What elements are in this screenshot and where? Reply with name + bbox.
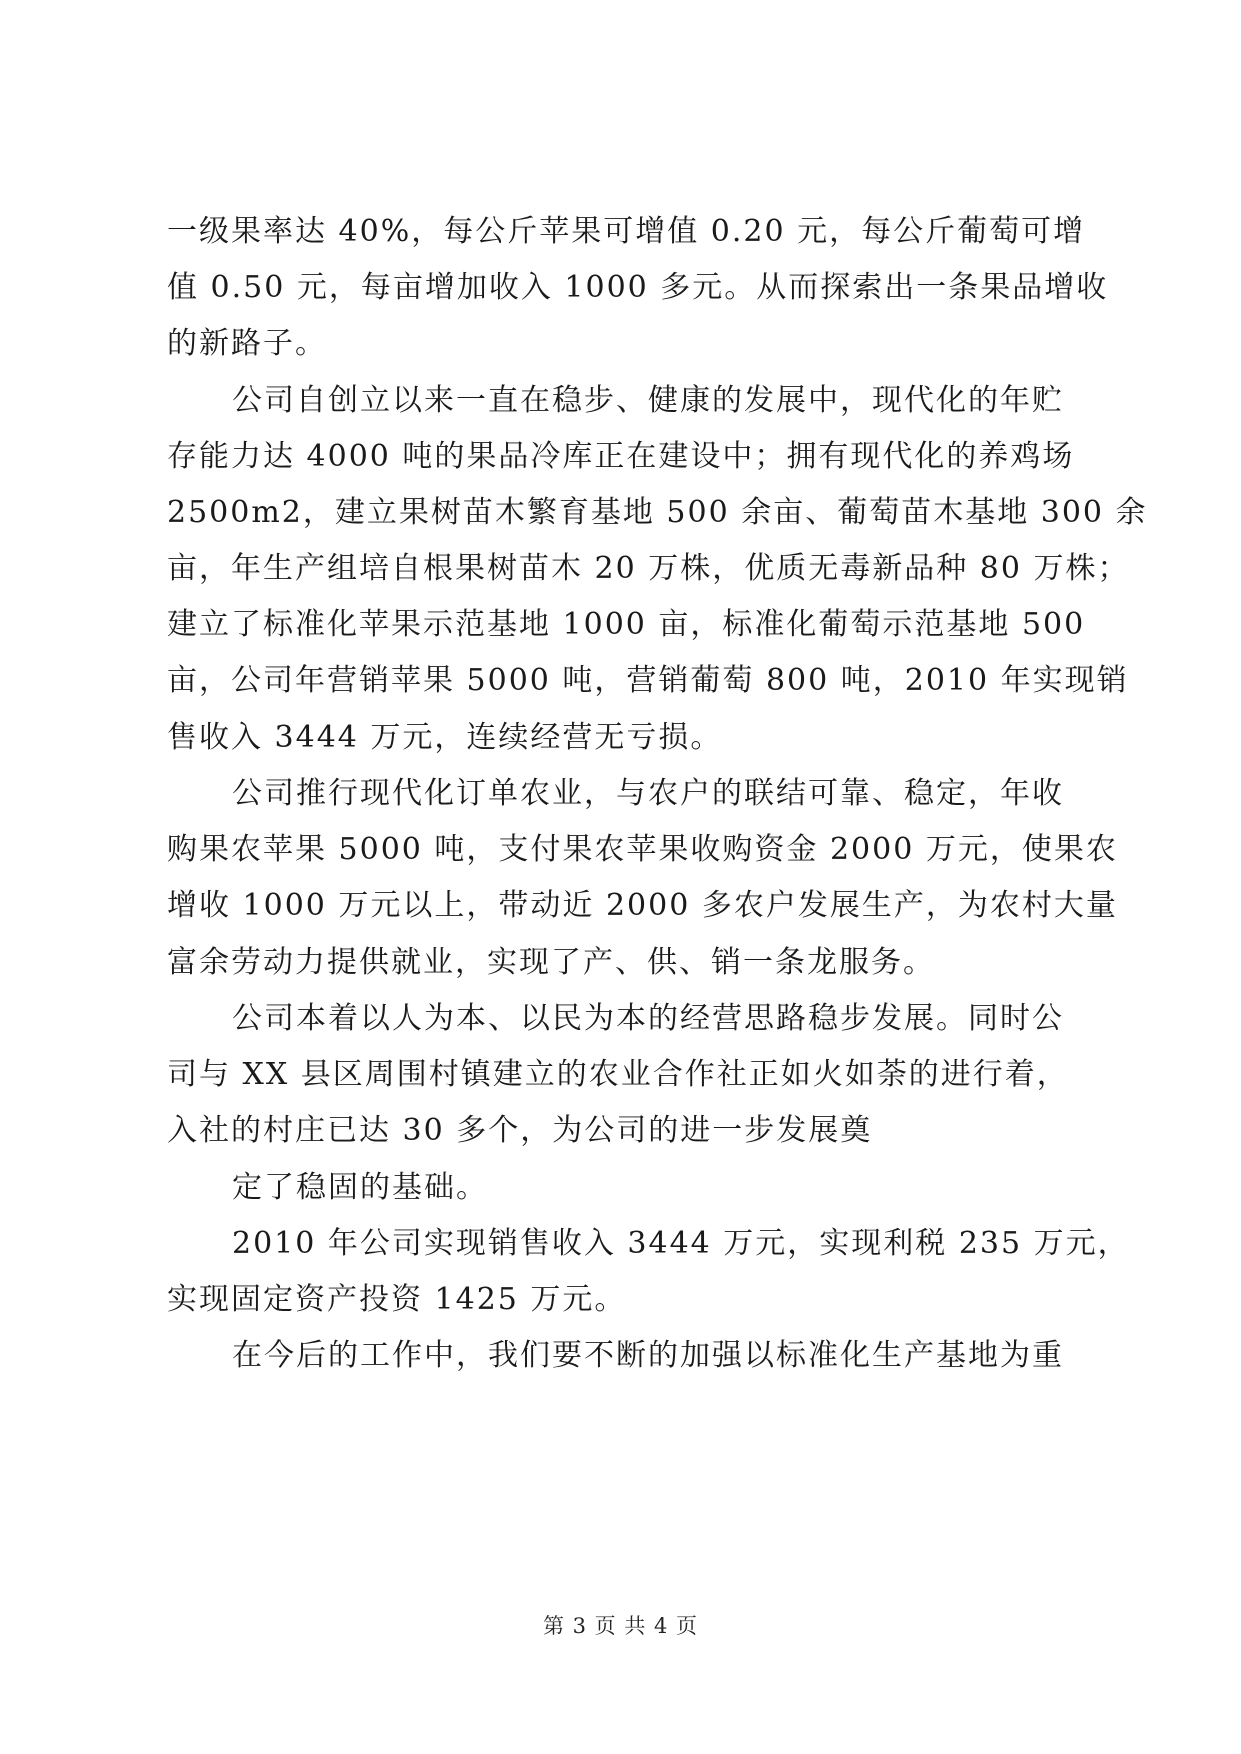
text-line-15: 公司本着以人为本、以民为本的经营思路稳步发展。同时公 (232, 1001, 1064, 1036)
text-line-10: 售收入 3444 万元，连续经营无亏损。 (167, 720, 723, 755)
text-line-4: 公司自创立以来一直在稳步、健康的发展中，现代化的年贮 (232, 383, 1064, 418)
text-line-3: 的新路子。 (167, 326, 327, 361)
text-line-8: 建立了标准化苹果示范基地 1000 亩，标准化葡萄示范基地 500 (167, 607, 1086, 642)
text-line-5: 存能力达 4000 吨的果品冷库正在建设中；拥有现代化的养鸡场 (167, 439, 1075, 474)
page-footer: 第 3 页 共 4 页 (542, 1614, 699, 1638)
text-line-12: 购果农苹果 5000 吨，支付果农苹果收购资金 2000 万元，使果农 (167, 832, 1118, 867)
text-line-13: 增收 1000 万元以上，带动近 2000 多农户发展生产，为农村大量 (167, 888, 1118, 923)
text-line-2: 值 0.50 元，每亩增加收入 1000 多元。从而探索出一条果品增收 (167, 270, 1109, 305)
text-line-17: 入社的村庄已达 30 多个，为公司的进一步发展奠 (167, 1113, 873, 1148)
text-line-7: 亩，年生产组培自根果树苗木 20 万株，优质无毒新品种 80 万株； (167, 551, 1130, 586)
text-line-19: 2010 年公司实现销售收入 3444 万元，实现利税 235 万元， (232, 1226, 1130, 1261)
text-line-1: 一级果率达 40%，每公斤苹果可增值 0.20 元，每公斤葡萄可增 (167, 214, 1086, 249)
text-line-18: 定了稳固的基础。 (232, 1170, 488, 1205)
text-line-9: 亩，公司年营销苹果 5000 吨，营销葡萄 800 吨，2010 年实现销 (167, 663, 1129, 698)
text-line-16: 司与 XX 县区周围村镇建立的农业合作社正如火如荼的进行着， (167, 1057, 1069, 1092)
text-line-20: 实现固定资产投资 1425 万元。 (167, 1282, 627, 1317)
text-line-14: 富余劳动力提供就业，实现了产、供、销一条龙服务。 (167, 945, 935, 980)
text-line-6: 2500m2，建立果树苗木繁育基地 500 余亩、葡萄苗木基地 300 余 (167, 495, 1148, 530)
text-line-21: 在今后的工作中，我们要不断的加强以标准化生产基地为重 (232, 1338, 1064, 1373)
text-line-11: 公司推行现代化订单农业，与农户的联结可靠、稳定，年收 (232, 776, 1064, 811)
